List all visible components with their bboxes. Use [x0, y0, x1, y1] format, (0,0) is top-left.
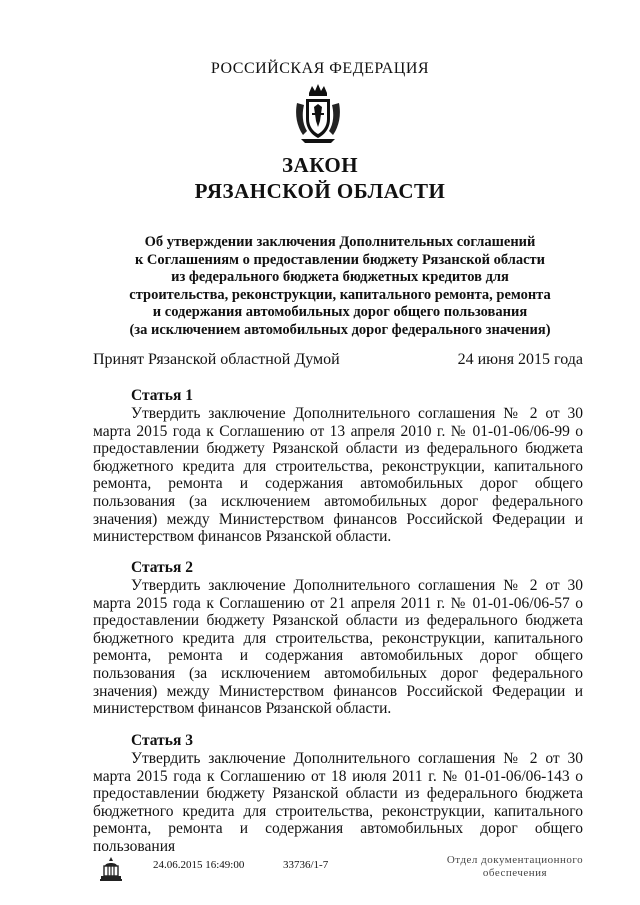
stamp-line: обеспечения: [482, 867, 548, 879]
article-title: Статья 3: [131, 732, 193, 749]
footer-timestamp: 24.06.2015 16:49:00: [153, 859, 245, 871]
adopted-by: Принят Рязанской областной Думой: [93, 351, 340, 368]
adopted-date: 24 июня 2015 года: [457, 351, 583, 368]
article-3: [93, 731, 583, 856]
article-2: [93, 558, 583, 718]
adoption-line: [93, 351, 583, 369]
article-title: Статья 1: [131, 387, 193, 404]
subject-line: Об утверждении заключения Дополнительных соглашений: [144, 234, 536, 250]
law-title: [0, 152, 640, 204]
building-icon: [100, 856, 122, 882]
footer-doc-number: 33736/1-7: [283, 859, 329, 871]
law-subject: [100, 234, 580, 339]
article-1: [93, 386, 583, 546]
coat-of-arms-icon: [293, 83, 343, 145]
article-text: Утвердить заключение Дополнительного соглашения № 2 от 30 марта 2015 года к Соглашению от 18 июля 2011 г. № 01-01-06/06-143 о предоставлении бюджету Рязанской области из федерального бюджета бюджетного кредита для строительства, реконструкции, капитального ремонта, ремонта и содержания автомобильных дорог общего пользования: [93, 750, 583, 855]
subject-line: из федерального бюджета бюджетных кредитов для: [171, 269, 509, 285]
article-text: Утвердить заключение Дополнительного соглашения № 2 от 30 марта 2015 года к Соглашению от 21 апреля 2011 г. № 01-01-06/06-57 о предоставлении бюджету Рязанской области из федерального бюджета бюджетного кредита для строительства, реконструкции, капитального ремонта, ремонта и содержания автомобильных дорог общего пользования (за исключением автомобильных дорог федерального значения) между Министерством финансов Российской Федерации и министерством финансов Рязанской области.: [93, 577, 583, 718]
subject-line: к Соглашениям о предоставлении бюджету Рязанской области: [134, 251, 546, 268]
stamp-line: Отдел документационного: [446, 854, 584, 866]
federation-heading: РОССИЙСКАЯ ФЕДЕРАЦИЯ: [210, 60, 430, 77]
article-text: Утвердить заключение Дополнительного соглашения № 2 от 30 марта 2015 года к Соглашению от 13 апреля 2010 г. № 01-01-06/06-99 о предоставлении бюджету Рязанской области из федерального бюджета бюджетного кредита для строительства, реконструкции, капитального ремонта, ремонта и содержания автомобильных дорог общего пользования (за исключением автомобильных дорог федерального значения) между Министерством финансов Российской Федерации и министерством финансов Рязанской области.: [93, 405, 583, 546]
department-stamp: [430, 854, 600, 880]
law-title-line2: РЯЗАНСКОЙ ОБЛАСТИ: [194, 179, 446, 203]
article-title: Статья 2: [131, 559, 193, 576]
subject-line: (за исключением автомобильных дорог федерального значения): [129, 321, 551, 338]
subject-line: строительства, реконструкции, капитального ремонта, ремонта: [129, 286, 551, 303]
subject-line: и содержания автомобильных дорог общего пользования: [152, 304, 528, 320]
law-title-line1: ЗАКОН: [281, 153, 359, 177]
